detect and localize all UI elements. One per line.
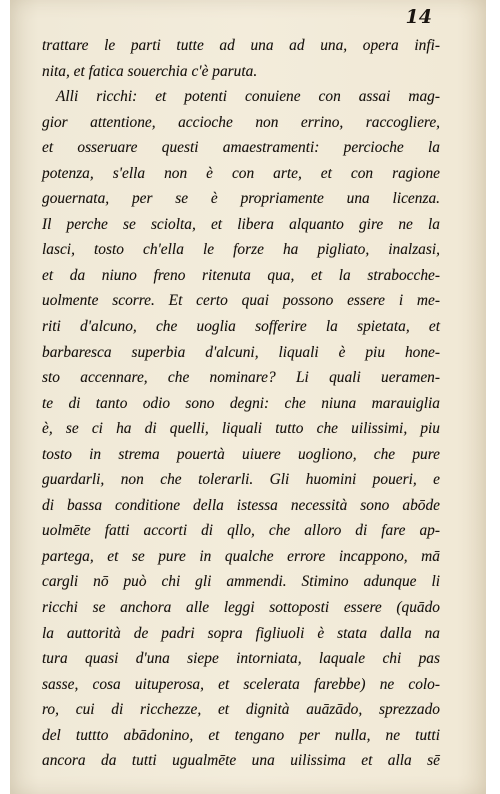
page-number: 14 <box>405 6 432 28</box>
text-line: trattare le parti tutte ad una ad una, opera infi- <box>42 37 440 54</box>
text-line: cargli nō può chi gli ammendi. Stimino adunque li <box>42 573 440 591</box>
text-line: uolmēte fatti accorti di qllo, che alloro di fare ap- <box>42 522 440 540</box>
text-line: Alli ricchi: et potenti conuiene con assai mag- <box>56 88 440 106</box>
text-line: di bassa conditione della istessa necessità sono abōde <box>42 496 440 514</box>
text-line: potenza, s'ella non è con arte, et con ragione <box>42 164 440 182</box>
text-line: tosto in strema pouertà uiuere uogliono, che pure <box>42 445 440 463</box>
text-line: guardarli, non che tolerarli. Gli huomini poueri, e <box>42 471 440 489</box>
text-line: sasse, cosa uituperosa, et scelerata farebbe) ne colo- <box>42 675 440 693</box>
text-line: del tuttto abādonino, et tengano per nulla, ne tutti <box>42 726 440 744</box>
text-line: te di tanto odio sono degni: che niuna marauiglia <box>42 394 440 412</box>
text-line: tura quasi d'una siepe intorniata, laquale chi pas <box>42 650 440 668</box>
text-line: lasci, tosto ch'ella le forze ha pigliato, inalzasi, <box>42 241 440 259</box>
text-line: et da niuno freno ritenuta qua, et la strabocche- <box>42 266 440 284</box>
text-line: Il perche se sciolta, et libera alquanto gire ne la <box>42 215 440 233</box>
text-line: ricchi se anchora alle leggi sottoposti essere (quādo <box>42 599 440 617</box>
text-line: è, se ci ha di quelli, liquali tutto che uilissimi, piu <box>42 420 440 438</box>
text-line: gior attentione, accioche non errino, raccogliere, <box>42 113 440 131</box>
text-line: ro, cui di ricchezze, et dignità auāzādo, sprezzado <box>42 701 440 719</box>
text-line: nita, et fatica souerchia c'è paruta. <box>42 62 258 80</box>
text-line: sto accennare, che nominare? Li quali ueramen- <box>42 369 440 387</box>
text-line: gouernata, per se è propriamente una licenza. <box>42 190 440 208</box>
text-line: barbaresca superbia d'alcuni, liquali è piu hone- <box>42 343 440 361</box>
text-line: et osseruare questi amaestramenti: percioche la <box>42 139 440 157</box>
text-line: uolmente scorre. Et certo quai possono essere i me- <box>42 292 440 310</box>
text-line: ancora da tutti ugualmēte una uilissima et alla sē <box>42 752 440 770</box>
text-line: riti d'alcuno, che uoglia sofferire la spietata, et <box>42 318 440 336</box>
text-line: partega, et se pure in qualche errore incappono, mā <box>42 547 440 565</box>
text-line: la auttorità de padri sopra figliuoli è stata dalla na <box>42 624 440 642</box>
book-page <box>10 0 486 794</box>
body-text <box>42 33 440 774</box>
